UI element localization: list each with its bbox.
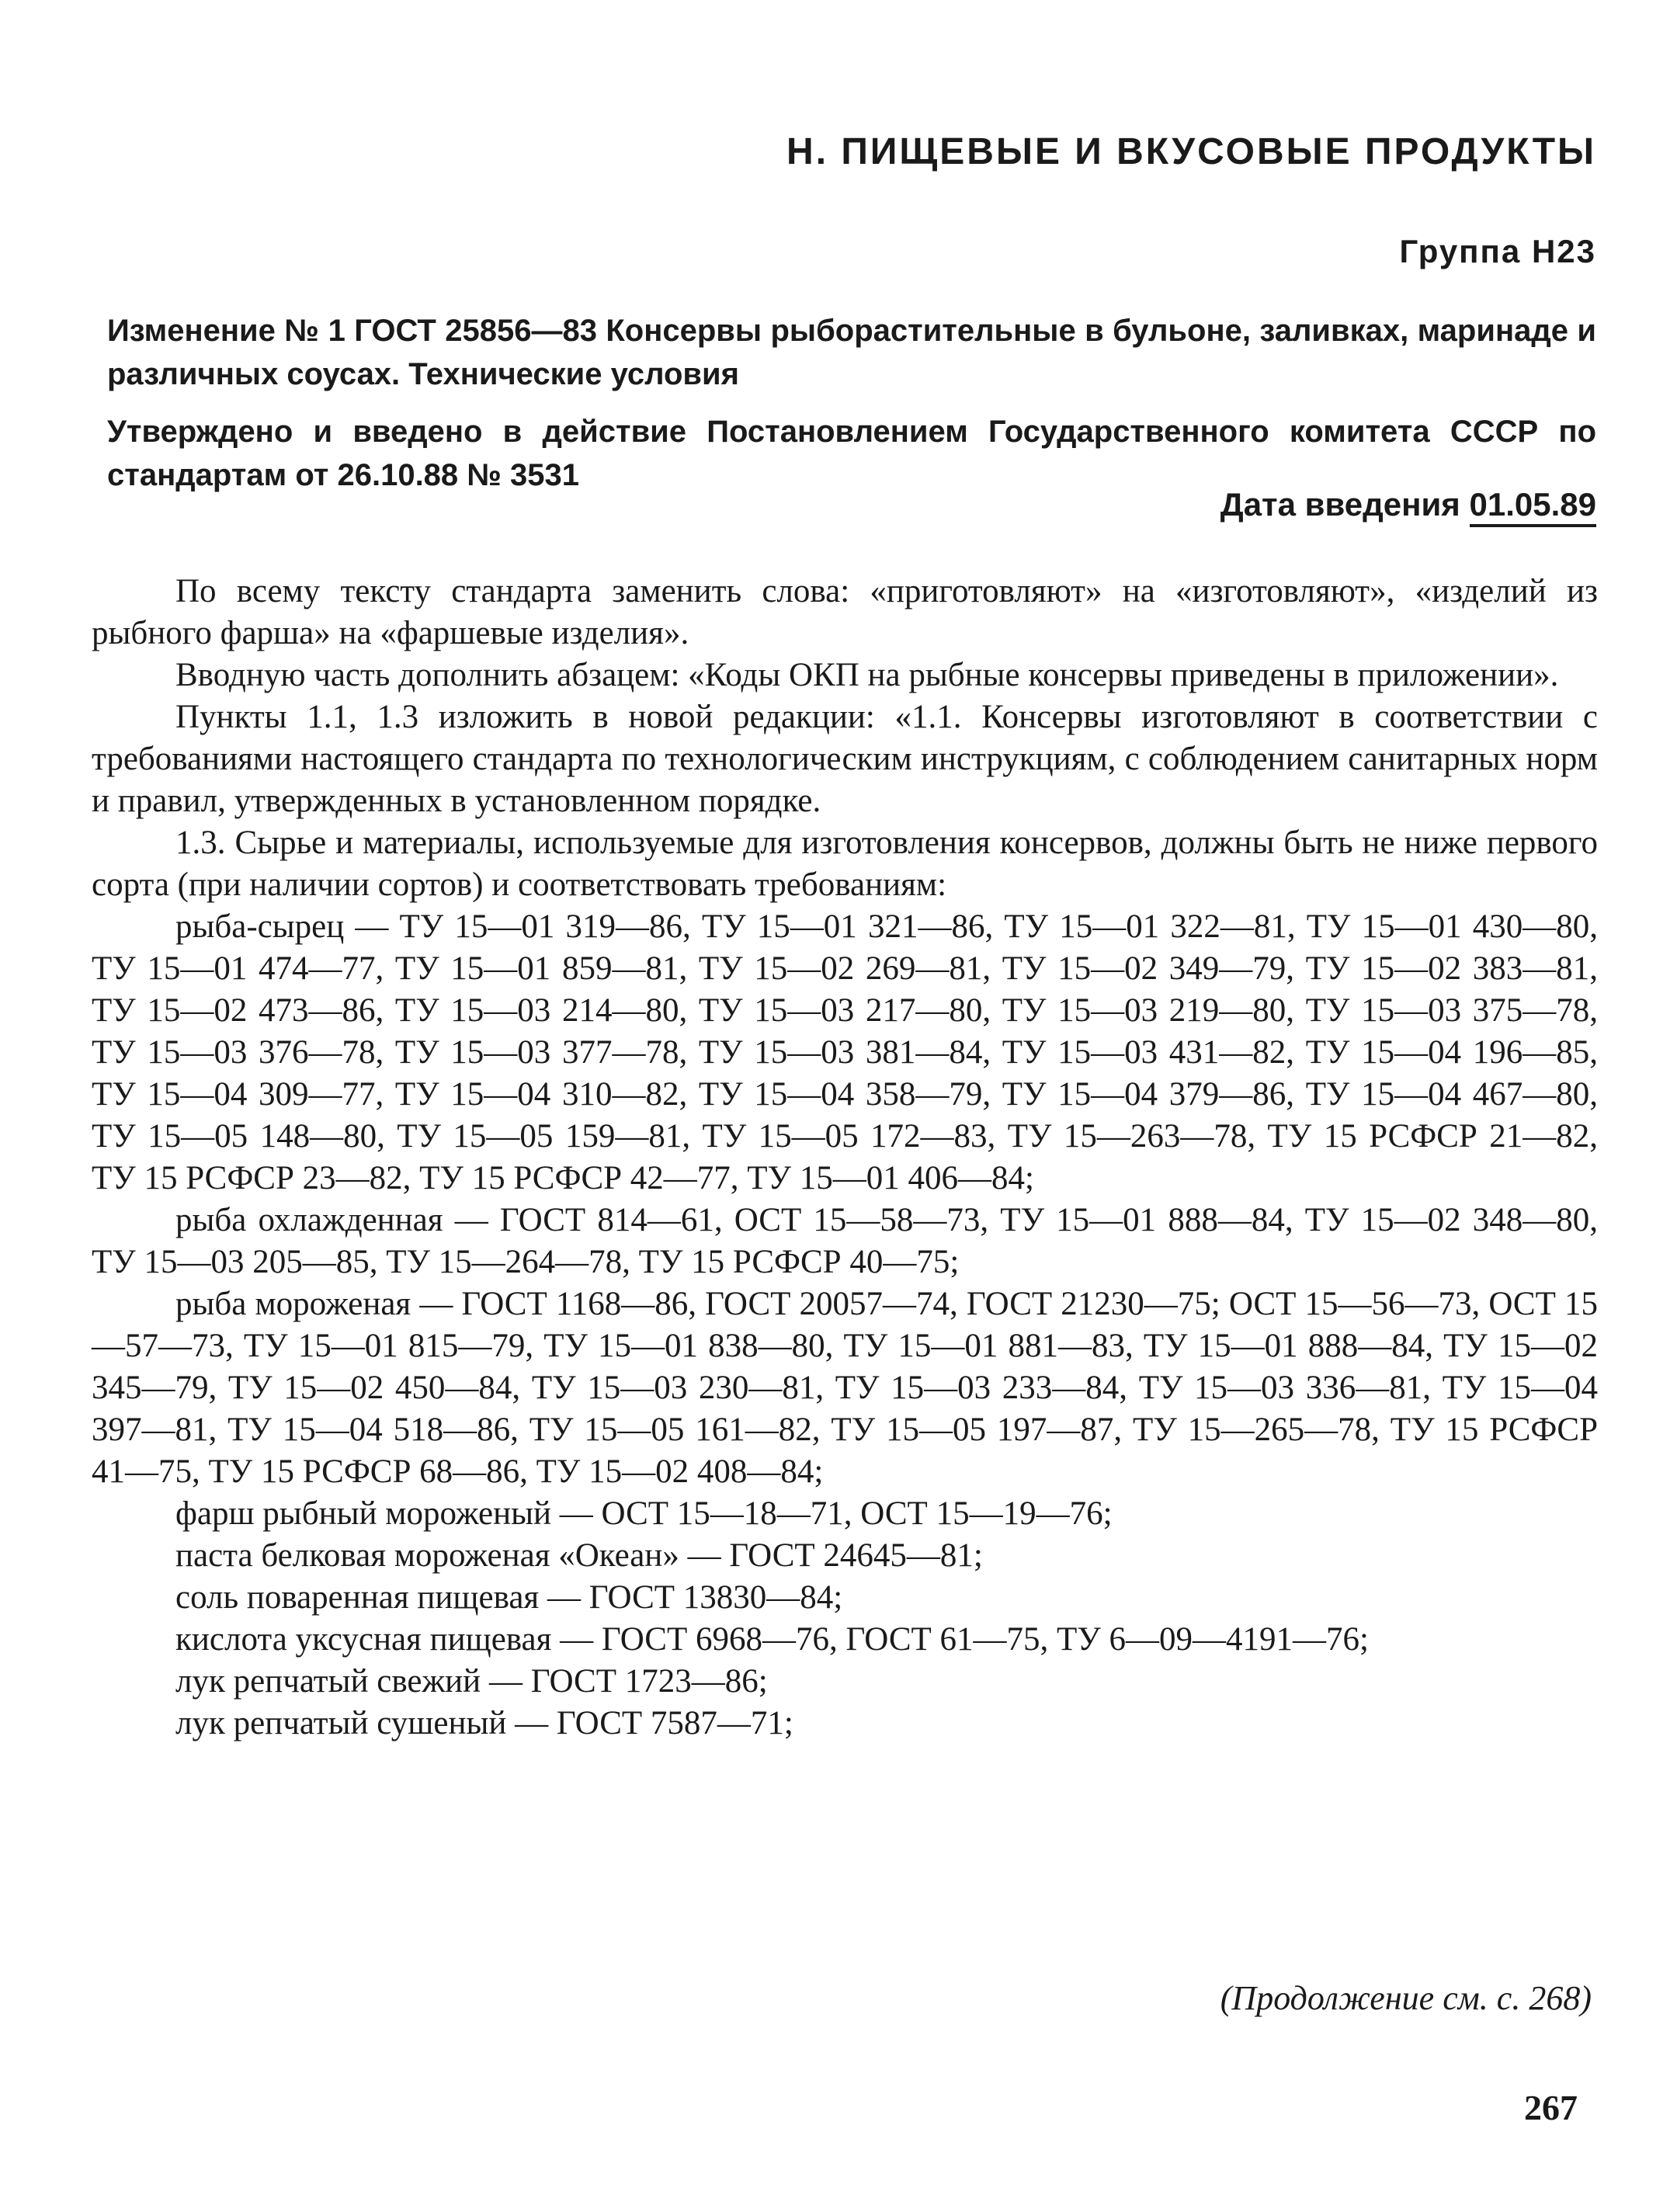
effective-date-line (1220, 486, 1596, 523)
section-title: Н. ПИЩЕВЫЕ И ВКУСОВЫЕ ПРОДУКТЫ (786, 131, 1596, 172)
paragraph-clause-1-3: 1.3. Сырье и материалы, используемые для изготовления консервов, должны быть не ниже первого сорта (при наличии сортов) и соответствовать требованиям: (92, 825, 1598, 903)
effective-date-value: 01.05.89 (1470, 486, 1597, 527)
amendment-title: Изменение № 1 ГОСТ 25856—83 Консервы рыборастительные в бульоне, заливках, маринаде и различных соусах. Технические условия (107, 314, 1596, 391)
list-item-protein-paste: паста белковая мороженая «Океан» — ГОСТ 24645—81; (175, 1537, 983, 1574)
list-item-raw-fish: рыба-сырец — ТУ 15—01 319—86, ТУ 15—01 321—86, ТУ 15—01 322—81, ТУ 15—01 430—80, ТУ 15—01 474—77, ТУ 15—01 859—81, ТУ 15—02 269—81, ТУ 15—02 349—79, ТУ 15—02 383—81, ТУ 15—02 473—86, ТУ 15—03 214—80, ТУ 15—03 217—80, ТУ 15—03 219—80, ТУ 15—03 375—78, ТУ 15—03 376—78, ТУ 15—03 377—78, ТУ 15—03 381—84, ТУ 15—03 431—82, ТУ 15—04 196—85, ТУ 15—04 309—77, ТУ 15—04 310—82, ТУ 15—04 358—79, ТУ 15—04 379—86, ТУ 15—04 467—80, ТУ 15—05 148—80, ТУ 15—05 159—81, ТУ 15—05 172—83, ТУ 15—263—78, ТУ 15 РСФСР 21—82, ТУ 15 РСФСР 23—82, ТУ 15 РСФСР 42—77, ТУ 15—01 406—84; (92, 908, 1598, 1196)
paragraph-intro-addition: Вводную часть дополнить абзацем: «Коды ОКП на рыбные консервы приведены в приложении». (175, 657, 1559, 693)
list-item-acetic-acid: кислота уксусная пищевая — ГОСТ 6968—76, ГОСТ 61—75, ТУ 6—09—4191—76; (175, 1621, 1369, 1658)
page-number: 267 (1524, 2088, 1578, 2127)
list-item-fish-mince: фарш рыбный мороженый — ОСТ 15—18—71, ОСТ 15—19—76; (175, 1495, 1113, 1532)
body-text (92, 571, 1598, 1745)
effective-date-label: Дата введения (1220, 486, 1460, 523)
list-item-frozen-fish: рыба мороженая — ГОСТ 1168—86, ГОСТ 20057—74, ГОСТ 21230—75; ОСТ 15—56—73, ОСТ 15—57—73, ТУ 15—01 815—79, ТУ 15—01 838—80, ТУ 15—01 881—83, ТУ 15—01 888—84, ТУ 15—02 345—79, ТУ 15—02 450—84, ТУ 15—03 230—81, ТУ 15—03 233—84, ТУ 15—03 336—81, ТУ 15—04 397—81, ТУ 15—04 518—86, ТУ 15—05 161—82, ТУ 15—05 197—87, ТУ 15—265—78, ТУ 15 РСФСР 41—75, ТУ 15 РСФСР 68—86, ТУ 15—02 408—84; (92, 1286, 1598, 1490)
continuation-note: (Продолжение см. с. 268) (1220, 1979, 1592, 2017)
list-item-salt: соль поваренная пищевая — ГОСТ 13830—84; (175, 1579, 843, 1616)
group-code: Группа Н23 (1399, 233, 1596, 269)
approval-statement: Утверждено и введено в действие Постановлением Государственного комитета СССР по стандартам от 26.10.88 № 3531 (107, 415, 1596, 492)
list-item-fresh-onion: лук репчатый свежий — ГОСТ 1723—86; (175, 1663, 768, 1700)
paragraph-clause-1-1: Пункты 1.1, 1.3 изложить в новой редакции: «1.1. Консервы изготовляют в соответствии с требованиями настоящего стандарта по технологическим инструкциям, с соблюдением санитарных норм и правил, утвержденных в установленном порядке. (92, 699, 1598, 819)
list-item-dried-onion: лук репчатый сушеный — ГОСТ 7587—71; (175, 1705, 793, 1741)
list-item-chilled-fish: рыба охлажденная — ГОСТ 814—61, ОСТ 15—58—73, ТУ 15—01 888—84, ТУ 15—02 348—80, ТУ 15—03 205—85, ТУ 15—264—78, ТУ 15 РСФСР 40—75; (92, 1202, 1598, 1280)
paragraph-replace-words: По всему тексту стандарта заменить слова: «приготовляют» на «изготовляют», «изделий из рыбного фарша» на «фаршевые изделия». (92, 573, 1598, 651)
